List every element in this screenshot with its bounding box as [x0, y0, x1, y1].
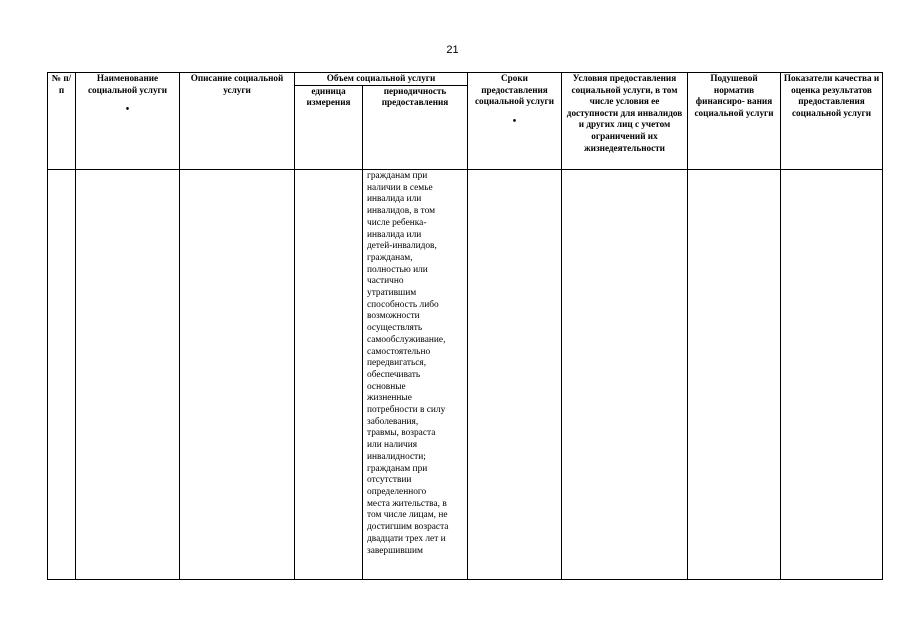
frequency-text-line: основные — [367, 381, 406, 392]
frequency-text-line: места жительства, в — [367, 498, 447, 509]
page-number: 21 — [446, 44, 459, 56]
frequency-text-line: двадцати трех лет и — [367, 533, 446, 544]
frequency-text-line: способность либо — [367, 299, 439, 310]
frequency-text-line: травмы, возраста — [367, 428, 436, 439]
header-service-description: Описание социальной услуги — [180, 73, 295, 170]
frequency-text-line: обеспечивать — [367, 369, 421, 380]
frequency-text-line: потребности в силу — [367, 405, 446, 416]
frequency-text-line: гражданам при — [367, 171, 428, 181]
frequency-text-line: том числе лицам, не — [367, 510, 448, 521]
cell-volume-unit — [295, 170, 363, 580]
cell-service-description — [180, 170, 295, 580]
frequency-text-line: заболевания, — [367, 416, 419, 427]
frequency-text-line: утратившим — [367, 288, 417, 299]
cell-service-terms — [468, 170, 562, 580]
frequency-text-line: жизненные — [367, 393, 412, 404]
frequency-text-line: инвалидности; — [367, 451, 426, 462]
cell-financing-norm — [688, 170, 781, 580]
frequency-text-line: достигшим возраста — [367, 522, 449, 533]
frequency-text-line: полностью или — [367, 264, 428, 275]
frequency-text-line: возможности — [367, 311, 420, 322]
cell-quality-indicators — [781, 170, 883, 580]
frequency-text-line: отсутствии — [367, 475, 412, 486]
frequency-text-line: числе ребенка- — [367, 217, 427, 228]
header-num: № п/п — [48, 73, 76, 170]
frequency-text-line: самостоятельно — [367, 346, 431, 357]
header-volume-frequency: периодичность предоставления — [363, 85, 468, 169]
frequency-text-line: гражданам при — [367, 463, 428, 474]
frequency-text-line: гражданам, — [367, 252, 413, 263]
table-row — [48, 170, 883, 580]
frequency-text-line: инвалида или — [367, 229, 422, 240]
header-financing-norm: Подушевой норматив финансиро- вания социальной услуги — [688, 73, 781, 170]
header-volume-unit: единица измерения — [295, 85, 363, 169]
frequency-text-line: передвигаться, — [367, 358, 427, 369]
header-service-terms: Сроки предоставления социальной услуги • — [468, 73, 562, 170]
header-service-conditions: Условия предоставления социальной услуги, в том числе условия ее доступности для инвалидов и других лиц с учетом ограничений их жизнедеятельности — [562, 73, 688, 170]
frequency-text-line: детей-инвалидов, — [367, 241, 437, 252]
header-service-name: Наименование социальной услуги • — [76, 73, 180, 170]
frequency-text-line: частично — [367, 276, 404, 287]
header-quality-indicators: Показатели качества и оценка результатов предоставления социальной услуги — [781, 73, 883, 170]
frequency-text-line: наличии в семье — [367, 182, 433, 193]
frequency-text-line: завершившим — [367, 545, 423, 556]
header-name-bullet: • — [125, 104, 130, 116]
frequency-text-line: самообслуживание, — [367, 334, 446, 345]
frequency-text-line: инвалида или — [367, 194, 422, 205]
frequency-text-line: инвалидов, в том — [367, 206, 436, 217]
cell-service-name — [76, 170, 180, 580]
frequency-text-line: осуществлять — [367, 323, 423, 334]
social-services-table — [47, 72, 883, 580]
cell-service-conditions — [562, 170, 688, 580]
cell-num — [48, 170, 76, 580]
frequency-text-line: или наличия — [367, 440, 418, 451]
frequency-text-line: определенного — [367, 486, 427, 497]
header-terms-bullet: • — [512, 115, 517, 127]
header-service-volume: Объем социальной услуги — [295, 73, 468, 86]
cell-volume-frequency — [363, 170, 468, 580]
